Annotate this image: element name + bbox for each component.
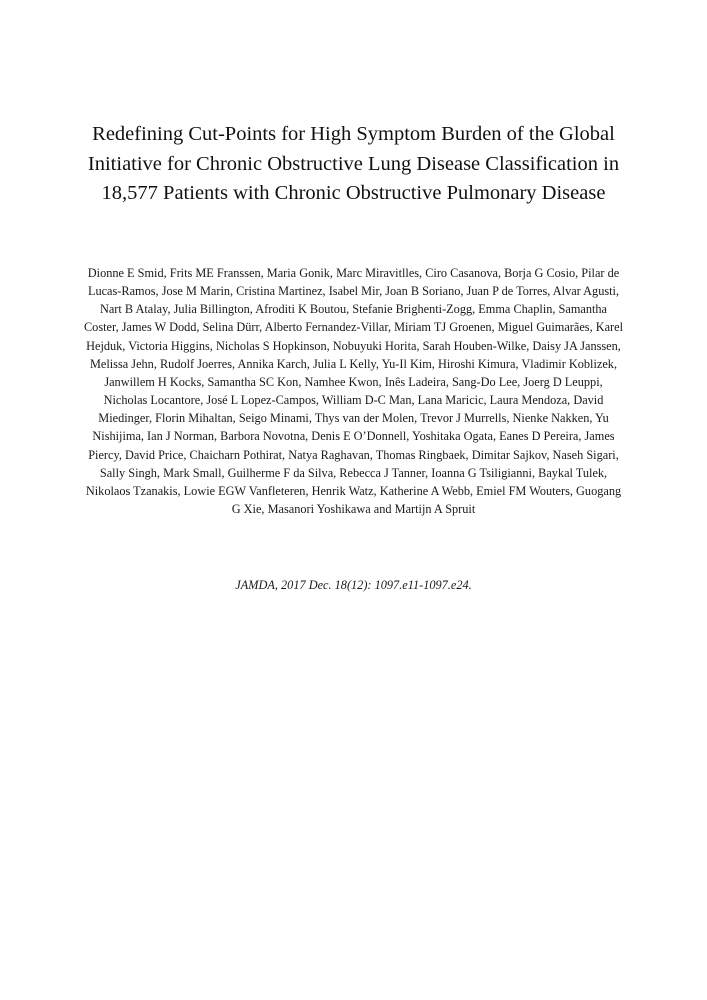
journal-citation: JAMDA, 2017 Dec. 18(12): 1097.e11-1097.e24. (235, 578, 472, 592)
author-list: Dionne E Smid, Frits ME Franssen, Maria Gonik, Marc Miravitlles, Ciro Casanova, Borja G Cosio, Pilar de Lucas-Ramos, Jose M Marin, Cristina Martinez, Isabel Mir, Joan B Soriano, Juan P de Torres, Alvar Agusti, Nart B Atalay, Julia Billington, Afroditi K Boutou, Stefanie Brighenti-Zogg, Emma Chaplin, Samantha Coster, James W Dodd, Selina Dürr, Alberto Fernandez-Villar, Miriam TJ Groenen, Miguel Guimarães, Karel Hejduk, Victoria Higgins, Nicholas S Hopkinson, Nobuyuki Horita, Sarah Houben-Wilke, Daisy JA Janssen, Melissa Jehn, Rudolf Joerres, Annika Karch, Julia L Kelly, Yu-Il Kim, Hiroshi Kimura, Vladimir Koblizek, Janwillem H Kocks, Samantha SC Kon, Namhee Kwon, Inês Ladeira, Sang-Do Lee, Joerg D Leuppi, Nicholas Locantore, José L Lopez-Campos, William D-C Man, Lana Maricic, Laura Mendoza, David Miedinger, Florin Mihaltan, Seigo Minami, Thys van der Molen, Trevor J Murrells, Nienke Nakken, Yu Nishijima, Ian J Norman, Barbora Novotna, Denis E O’Donnell, Yoshitaka Ogata, Eanes D Pereira, James Piercy, David Price, Chaicharn Pothirat, Natya Raghavan, Thomas Ringbaek, Dimitar Sajkov, Naseh Sigari, Sally Singh, Mark Small, Guilherme F da Silva, Rebecca J Tanner, Ioanna G Tsiligianni, Baykal Tulek, Nikolaos Tzanakis, Lowie EGW Vanfleteren, Henrik Watz, Katherine A Webb, Emiel FM Wouters, Guogang G Xie, Masanori Yoshikawa and Martijn A Spruit (83, 266, 624, 517)
paper-title: Redefining Cut-Points for High Symptom Burden of the Global Initiative for Chronic Obstructive Lung Disease Classification in 18,577 Patients with Chronic Obstructive Pulmonary Disease (87, 123, 620, 204)
